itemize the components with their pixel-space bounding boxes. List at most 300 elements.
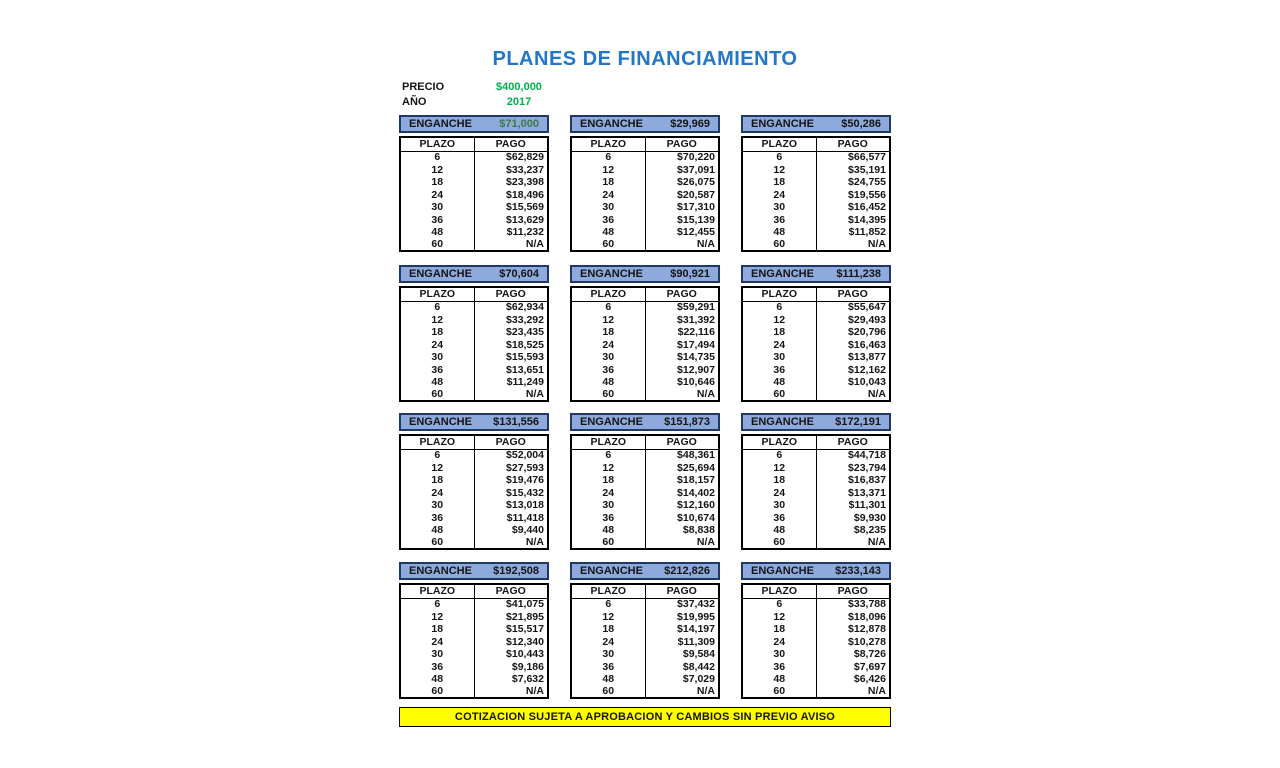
- plazo-cell: 24: [773, 635, 786, 648]
- payment-table-header: [742, 584, 890, 598]
- pago-cell: $23,435: [474, 326, 548, 339]
- pago-cell: $26,075: [645, 176, 719, 189]
- pago-cell: $9,584: [645, 648, 719, 661]
- payment-row: [571, 389, 719, 402]
- pago-cell: $13,629: [474, 214, 548, 227]
- pago-cell: $23,794: [816, 462, 890, 475]
- plan-group: [570, 115, 720, 252]
- payment-row: [400, 661, 548, 674]
- enganche-label: ENGANCHE: [580, 565, 643, 577]
- payment-row: [400, 164, 548, 177]
- payment-table-header: [400, 287, 548, 301]
- payment-row: [742, 512, 890, 525]
- payment-row: [742, 364, 890, 377]
- plazo-cell: 60: [602, 685, 615, 697]
- plazo-cell: 36: [602, 660, 615, 673]
- payment-table-header: [400, 435, 548, 449]
- enganche-header: [741, 115, 891, 133]
- pago-cell: $15,139: [645, 214, 719, 227]
- plazo-column-header: PLAZO: [742, 137, 816, 151]
- pago-cell: $33,237: [474, 164, 548, 177]
- pago-cell: $8,235: [816, 524, 890, 537]
- pago-cell: $14,197: [645, 623, 719, 636]
- plazo-cell: 18: [602, 326, 615, 338]
- pago-cell: $33,788: [816, 598, 890, 611]
- plazo-cell: 36: [773, 363, 786, 376]
- plazo-cell: 60: [773, 536, 786, 548]
- plazo-cell: 24: [431, 486, 444, 499]
- payment-row: [742, 239, 890, 252]
- pago-cell: $10,646: [645, 376, 719, 389]
- pago-cell: N/A: [816, 537, 890, 550]
- plazo-cell: 18: [602, 623, 615, 635]
- payment-table: [741, 583, 891, 699]
- plazo-cell: 36: [602, 363, 615, 376]
- payment-row: [571, 314, 719, 327]
- payment-row: [571, 239, 719, 252]
- plan-group: [741, 413, 891, 550]
- enganche-label: ENGANCHE: [751, 268, 814, 280]
- pago-cell: $55,647: [816, 301, 890, 314]
- pago-cell: $52,004: [474, 449, 548, 462]
- plazo-cell: 18: [602, 176, 615, 188]
- pago-cell: $31,392: [645, 314, 719, 327]
- pago-cell: $18,157: [645, 474, 719, 487]
- pago-column-header: PAGO: [816, 137, 890, 151]
- plazo-column-header: PLAZO: [742, 435, 816, 449]
- pago-cell: $11,232: [474, 226, 548, 239]
- pago-cell: $17,310: [645, 201, 719, 214]
- plazo-cell: 6: [605, 598, 612, 611]
- enganche-label: ENGANCHE: [580, 416, 643, 428]
- payment-table-header: [571, 584, 719, 598]
- plazo-cell: 18: [773, 474, 786, 486]
- plazo-cell: 60: [431, 685, 444, 697]
- payment-table-header: [400, 137, 548, 151]
- payment-table-header: [742, 137, 890, 151]
- payment-row: [571, 611, 719, 624]
- pago-cell: $7,632: [474, 673, 548, 686]
- anio-label: AÑO: [402, 96, 427, 108]
- pago-cell: N/A: [645, 537, 719, 550]
- pago-cell: $16,452: [816, 201, 890, 214]
- payment-row: [742, 326, 890, 339]
- plazo-cell: 6: [434, 151, 441, 164]
- plazo-column-header: PLAZO: [571, 287, 645, 301]
- pago-column-header: PAGO: [474, 287, 548, 301]
- pago-cell: $44,718: [816, 449, 890, 462]
- pago-cell: $8,442: [645, 661, 719, 674]
- payment-row: [400, 339, 548, 352]
- payment-table: [570, 136, 720, 252]
- plazo-cell: 24: [431, 338, 444, 351]
- payment-row: [400, 512, 548, 525]
- pago-cell: $19,476: [474, 474, 548, 487]
- pago-cell: $12,907: [645, 364, 719, 377]
- plazo-cell: 36: [602, 213, 615, 226]
- pago-column-header: PAGO: [474, 584, 548, 598]
- payment-row: [742, 351, 890, 364]
- pago-cell: $29,493: [816, 314, 890, 327]
- pago-cell: $62,829: [474, 151, 548, 164]
- payment-row: [400, 537, 548, 550]
- payment-row: [571, 164, 719, 177]
- pago-cell: $9,186: [474, 661, 548, 674]
- plazo-cell: 6: [434, 301, 441, 314]
- plazo-cell: 30: [773, 201, 786, 213]
- anio-row: [402, 95, 622, 110]
- plazo-cell: 12: [602, 461, 615, 474]
- plazo-cell: 60: [602, 388, 615, 400]
- plazo-cell: 12: [431, 461, 444, 474]
- plazo-cell: 18: [773, 326, 786, 338]
- payment-row: [571, 226, 719, 239]
- plazo-cell: 12: [773, 461, 786, 474]
- plazo-cell: 18: [431, 176, 444, 188]
- enganche-value: $70,604: [499, 268, 539, 280]
- pago-cell: $15,593: [474, 351, 548, 364]
- enganche-header: [399, 413, 549, 431]
- pago-cell: N/A: [645, 389, 719, 402]
- plazo-cell: 12: [431, 163, 444, 176]
- payment-row: [571, 487, 719, 500]
- payment-row: [571, 326, 719, 339]
- payment-row: [571, 623, 719, 636]
- payment-row: [742, 648, 890, 661]
- pago-cell: N/A: [645, 686, 719, 699]
- plazo-cell: 48: [431, 673, 444, 685]
- pago-cell: $12,160: [645, 499, 719, 512]
- payment-row: [742, 226, 890, 239]
- plazo-column-header: PLAZO: [400, 287, 474, 301]
- pago-column-header: PAGO: [645, 287, 719, 301]
- plazo-cell: 48: [431, 376, 444, 388]
- pago-column-header: PAGO: [645, 584, 719, 598]
- payment-row: [571, 364, 719, 377]
- plan-group: [570, 265, 720, 402]
- payment-row: [571, 636, 719, 649]
- enganche-header: [570, 265, 720, 283]
- payment-row: [571, 339, 719, 352]
- payment-row: [742, 389, 890, 402]
- plazo-column-header: PLAZO: [742, 287, 816, 301]
- pago-cell: $10,043: [816, 376, 890, 389]
- pago-cell: $15,517: [474, 623, 548, 636]
- pago-cell: $18,525: [474, 339, 548, 352]
- enganche-value: $131,556: [493, 416, 539, 428]
- payment-row: [400, 636, 548, 649]
- pago-cell: $24,755: [816, 176, 890, 189]
- plazo-cell: 18: [773, 176, 786, 188]
- plazo-cell: 24: [431, 635, 444, 648]
- payment-table-header: [742, 287, 890, 301]
- pago-cell: $19,995: [645, 611, 719, 624]
- payment-table: [399, 136, 549, 252]
- pago-cell: $11,301: [816, 499, 890, 512]
- payment-row: [400, 314, 548, 327]
- plazo-cell: 60: [431, 238, 444, 250]
- pago-cell: $23,398: [474, 176, 548, 189]
- pago-cell: $22,116: [645, 326, 719, 339]
- plan-group: [399, 413, 549, 550]
- payment-table: [399, 583, 549, 699]
- pago-cell: $37,432: [645, 598, 719, 611]
- plazo-cell: 18: [602, 474, 615, 486]
- plazo-cell: 6: [605, 151, 612, 164]
- payment-row: [571, 301, 719, 314]
- plazo-cell: 12: [431, 313, 444, 326]
- payment-row: [400, 623, 548, 636]
- payment-row: [400, 524, 548, 537]
- payment-row: [400, 189, 548, 202]
- payment-row: [742, 661, 890, 674]
- enganche-label: ENGANCHE: [580, 118, 643, 130]
- pago-cell: $12,340: [474, 636, 548, 649]
- pago-cell: $62,934: [474, 301, 548, 314]
- payment-row: [571, 524, 719, 537]
- pago-cell: $10,278: [816, 636, 890, 649]
- enganche-value: $90,921: [670, 268, 710, 280]
- plazo-cell: 6: [605, 301, 612, 314]
- plazo-cell: 30: [773, 499, 786, 511]
- payment-row: [571, 214, 719, 227]
- footer-notice-text: COTIZACION SUJETA A APROBACION Y CAMBIOS SIN PREVIO AVISO: [454, 711, 836, 723]
- payment-row: [400, 499, 548, 512]
- payment-row: [742, 537, 890, 550]
- payment-row: [742, 673, 890, 686]
- payment-row: [400, 201, 548, 214]
- plazo-cell: 36: [431, 363, 444, 376]
- enganche-value: $233,143: [835, 565, 881, 577]
- pago-cell: $15,569: [474, 201, 548, 214]
- precio-value: $400,000: [496, 81, 542, 93]
- enganche-header: [741, 265, 891, 283]
- plazo-cell: 48: [431, 524, 444, 536]
- plazo-cell: 48: [773, 673, 786, 685]
- payment-row: [742, 449, 890, 462]
- plazo-cell: 18: [431, 474, 444, 486]
- plazo-cell: 30: [431, 201, 444, 213]
- plazo-cell: 12: [602, 163, 615, 176]
- enganche-label: ENGANCHE: [409, 416, 472, 428]
- enganche-header: [570, 413, 720, 431]
- enganche-label: ENGANCHE: [409, 565, 472, 577]
- pago-cell: N/A: [816, 686, 890, 699]
- pago-cell: $16,837: [816, 474, 890, 487]
- payment-row: [400, 487, 548, 500]
- payment-row: [742, 376, 890, 389]
- plazo-cell: 60: [431, 388, 444, 400]
- plazo-cell: 48: [773, 376, 786, 388]
- payment-table: [741, 136, 891, 252]
- payment-row: [400, 474, 548, 487]
- page-title: PLANES DE FINANCIAMIENTO: [492, 48, 798, 70]
- payment-table: [570, 286, 720, 402]
- plazo-cell: 6: [605, 449, 612, 462]
- pago-cell: $37,091: [645, 164, 719, 177]
- plazo-cell: 24: [602, 338, 615, 351]
- payment-table-header: [400, 584, 548, 598]
- plazo-cell: 36: [431, 213, 444, 226]
- pago-cell: N/A: [474, 686, 548, 699]
- pago-cell: $11,249: [474, 376, 548, 389]
- payment-row: [400, 226, 548, 239]
- pago-cell: N/A: [645, 239, 719, 252]
- payment-row: [742, 164, 890, 177]
- plazo-cell: 24: [773, 188, 786, 201]
- plazo-column-header: PLAZO: [571, 137, 645, 151]
- payment-row: [400, 214, 548, 227]
- plazo-cell: 48: [602, 524, 615, 536]
- pago-cell: $8,726: [816, 648, 890, 661]
- payment-row: [571, 376, 719, 389]
- enganche-value: $111,238: [836, 268, 881, 280]
- pago-cell: $20,587: [645, 189, 719, 202]
- payment-row: [742, 151, 890, 164]
- enganche-value: $50,286: [841, 118, 881, 130]
- pago-cell: $11,418: [474, 512, 548, 525]
- plazo-column-header: PLAZO: [400, 137, 474, 151]
- plan-group: [570, 562, 720, 699]
- enganche-value: $29,969: [670, 118, 710, 130]
- payment-row: [742, 499, 890, 512]
- enganche-header: [399, 265, 549, 283]
- pago-cell: $21,895: [474, 611, 548, 624]
- plan-group: [399, 115, 549, 252]
- pago-cell: N/A: [474, 537, 548, 550]
- pago-cell: $35,191: [816, 164, 890, 177]
- plazo-cell: 6: [434, 449, 441, 462]
- plazo-cell: 18: [773, 623, 786, 635]
- pago-cell: N/A: [474, 239, 548, 252]
- plazo-cell: 6: [776, 301, 783, 314]
- plazo-cell: 30: [431, 351, 444, 363]
- enganche-label: ENGANCHE: [751, 565, 814, 577]
- payment-row: [742, 214, 890, 227]
- enganche-value: $71,000: [499, 118, 539, 130]
- pago-cell: $25,694: [645, 462, 719, 475]
- pago-cell: $27,593: [474, 462, 548, 475]
- pago-cell: $17,494: [645, 339, 719, 352]
- pago-cell: $12,455: [645, 226, 719, 239]
- enganche-value: $212,826: [664, 565, 710, 577]
- enganche-label: ENGANCHE: [409, 118, 472, 130]
- pago-cell: $13,877: [816, 351, 890, 364]
- enganche-label: ENGANCHE: [751, 416, 814, 428]
- payment-row: [571, 512, 719, 525]
- payment-table: [741, 434, 891, 550]
- anio-value: 2017: [506, 96, 532, 108]
- plazo-cell: 30: [602, 201, 615, 213]
- pago-cell: $7,697: [816, 661, 890, 674]
- plazo-cell: 18: [431, 326, 444, 338]
- plazo-cell: 36: [773, 511, 786, 524]
- plazo-cell: 48: [602, 673, 615, 685]
- plazo-cell: 12: [431, 610, 444, 623]
- pago-column-header: PAGO: [816, 435, 890, 449]
- plazo-cell: 36: [773, 213, 786, 226]
- pago-cell: $10,674: [645, 512, 719, 525]
- plazo-cell: 60: [431, 536, 444, 548]
- payment-table: [399, 286, 549, 402]
- pago-column-header: PAGO: [474, 137, 548, 151]
- payment-row: [400, 151, 548, 164]
- pago-cell: $10,443: [474, 648, 548, 661]
- summary-block: [402, 80, 622, 110]
- plazo-cell: 6: [434, 598, 441, 611]
- pago-cell: $20,796: [816, 326, 890, 339]
- payment-row: [742, 339, 890, 352]
- plazo-cell: 30: [602, 648, 615, 660]
- pago-cell: $14,395: [816, 214, 890, 227]
- enganche-header: [741, 562, 891, 580]
- payment-row: [571, 151, 719, 164]
- plazo-cell: 36: [602, 511, 615, 524]
- payment-row: [571, 686, 719, 699]
- plazo-cell: 24: [602, 486, 615, 499]
- plazo-column-header: PLAZO: [571, 435, 645, 449]
- enganche-value: $172,191: [835, 416, 881, 428]
- plan-group: [570, 413, 720, 550]
- plazo-cell: 36: [431, 511, 444, 524]
- pago-cell: $41,075: [474, 598, 548, 611]
- payment-row: [742, 201, 890, 214]
- payment-row: [400, 389, 548, 402]
- plazo-column-header: PLAZO: [571, 584, 645, 598]
- plazo-cell: 60: [773, 238, 786, 250]
- enganche-header: [570, 562, 720, 580]
- plazo-cell: 12: [773, 313, 786, 326]
- plazo-cell: 12: [602, 610, 615, 623]
- payment-row: [400, 301, 548, 314]
- payment-table: [570, 434, 720, 550]
- payment-row: [571, 462, 719, 475]
- plazo-cell: 60: [602, 238, 615, 250]
- plazo-cell: 30: [431, 499, 444, 511]
- plazo-cell: 48: [602, 376, 615, 388]
- payment-row: [742, 487, 890, 500]
- pago-cell: $19,556: [816, 189, 890, 202]
- precio-row: [402, 80, 622, 95]
- plazo-cell: 36: [431, 660, 444, 673]
- plazo-cell: 24: [773, 486, 786, 499]
- plazo-cell: 30: [431, 648, 444, 660]
- payment-table-header: [742, 435, 890, 449]
- plazo-cell: 6: [776, 449, 783, 462]
- pago-cell: $59,291: [645, 301, 719, 314]
- payment-row: [571, 189, 719, 202]
- pago-cell: $15,432: [474, 487, 548, 500]
- payment-row: [400, 686, 548, 699]
- enganche-label: ENGANCHE: [580, 268, 643, 280]
- payment-row: [571, 176, 719, 189]
- payment-row: [742, 623, 890, 636]
- pago-cell: $18,096: [816, 611, 890, 624]
- payment-row: [571, 474, 719, 487]
- plazo-cell: 48: [602, 226, 615, 238]
- plazo-cell: 60: [773, 388, 786, 400]
- sheet-content: [399, 48, 891, 748]
- pago-cell: $14,402: [645, 487, 719, 500]
- payment-row: [571, 648, 719, 661]
- pago-cell: $7,029: [645, 673, 719, 686]
- plan-group: [399, 562, 549, 699]
- pago-cell: $9,930: [816, 512, 890, 525]
- payment-row: [742, 611, 890, 624]
- plazo-cell: 24: [431, 188, 444, 201]
- plazo-cell: 48: [773, 524, 786, 536]
- pago-cell: N/A: [816, 389, 890, 402]
